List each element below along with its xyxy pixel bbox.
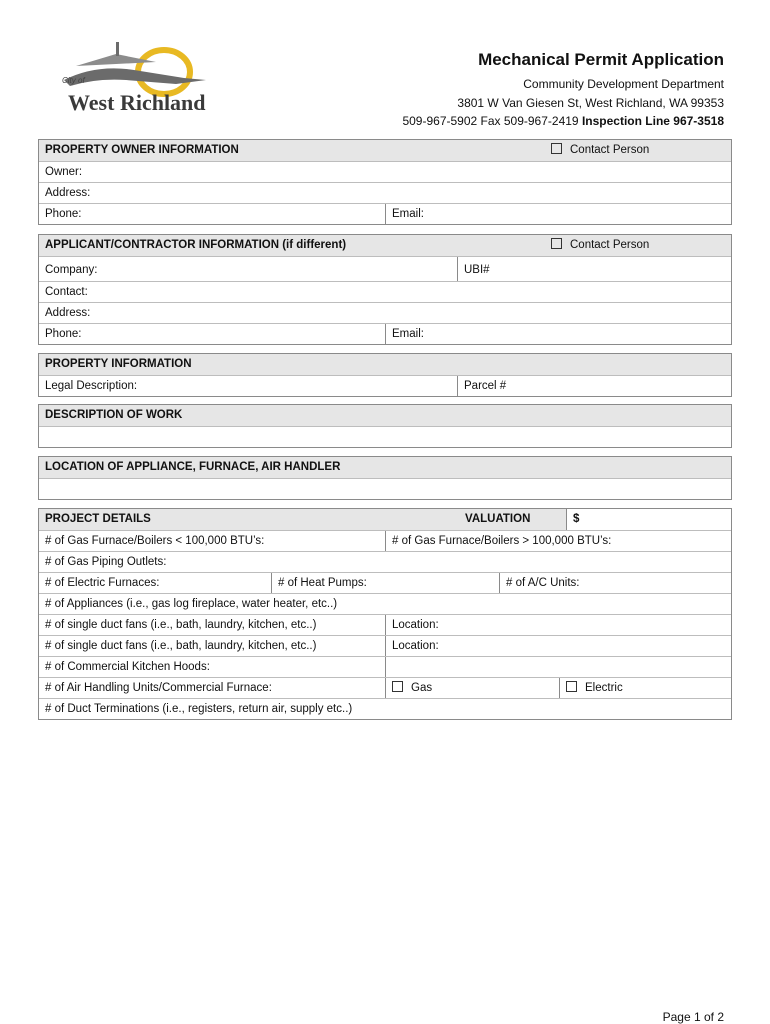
electric-furnaces-field[interactable] [39,573,271,593]
owner-section [38,139,732,225]
work-heading: DESCRIPTION OF WORK [45,409,183,421]
electric-option-label: Electric [585,682,623,694]
gas-furnace-row [39,530,731,551]
applicant-contact-row[interactable] [39,281,731,302]
location-heading-row [39,457,731,478]
owner-label: Owner: [45,166,83,178]
location-heading: LOCATION OF APPLIANCE, FURNACE, AIR HANDLER [45,461,341,473]
location-label-1: Location: [392,619,439,631]
ac-units-field[interactable] [499,573,731,593]
gas-gt-field[interactable] [385,531,731,551]
gas-option-label: Gas [411,682,433,694]
owner-heading: PROPERTY OWNER INFORMATION [45,144,239,156]
owner-phone-row [39,203,731,224]
checkbox-icon[interactable] [551,143,562,154]
appliances-row[interactable] [39,593,731,614]
valuation-label: VALUATION [465,513,531,525]
owner-email-field[interactable] [385,204,731,224]
electric-option[interactable] [559,678,731,698]
applicant-contact-field-label: Contact: [45,286,88,298]
logo-name: West Richland [68,90,206,115]
location-section [38,456,732,500]
applicant-phone-row [39,323,731,344]
project-section [38,508,732,720]
gas-lt-label: # of Gas Furnace/Boilers < 100,000 BTU’s: [45,535,265,547]
valuation-field[interactable] [566,509,731,530]
legal-description-field[interactable] [39,376,457,396]
checkbox-icon[interactable] [551,238,562,249]
page-title: Mechanical Permit Application [478,50,724,69]
location-input[interactable] [39,478,731,499]
air-handling-label: # of Air Handling Units/Commercial Furnace: [45,682,272,694]
heat-pumps-field[interactable] [271,573,499,593]
parcel-label: Parcel # [464,380,507,392]
air-handling-field[interactable] [39,678,385,698]
ubi-label: UBI# [464,264,490,276]
project-heading: PROJECT DETAILS [45,513,151,525]
piping-label: # of Gas Piping Outlets: [45,556,167,568]
heat-pumps-label: # of Heat Pumps: [278,577,367,589]
location-field-2[interactable] [385,636,731,656]
project-heading-row [39,509,731,530]
owner-contact-option[interactable] [551,140,649,160]
hoods-label: # of Commercial Kitchen Hoods: [45,661,210,673]
gas-gt-label: # of Gas Furnace/Boilers > 100,000 BTU’s: [392,535,612,547]
duct-fans-row-1 [39,614,731,635]
legal-description-label: Legal Description: [45,380,138,392]
duct-fans-field-1[interactable] [39,615,385,635]
owner-address-label: Address: [45,187,91,199]
inspection-line: Inspection Line 967-3518 [581,114,724,128]
hoods-row [39,656,731,677]
company-row [39,256,731,281]
address: 3801 W Van Giesen St, West Richland, WA 99353 [457,96,724,110]
applicant-email-field[interactable] [385,324,731,344]
work-heading-row [39,405,731,426]
location-field-1[interactable] [385,615,731,635]
checkbox-icon[interactable] [566,681,577,692]
duct-fans-row-2 [39,635,731,656]
property-heading: PROPERTY INFORMATION [45,358,192,370]
owner-email-label: Email: [392,208,424,220]
appliances-label: # of Appliances (i.e., gas log fireplace, water heater, etc..) [45,598,338,610]
applicant-heading-row [39,235,731,256]
page-number: Page 1 of 2 [662,1010,724,1024]
department: Community Development Department [523,77,724,91]
property-heading-row [39,354,731,375]
duct-fans-field-2[interactable] [39,636,385,656]
phone-fax: 509-967-5902 Fax 509-967-2419 [402,114,579,128]
work-section [38,404,732,448]
applicant-address-row[interactable] [39,302,731,323]
logo-city-of: City of [62,76,85,85]
applicant-contact-label: Contact Person [570,239,650,251]
gas-option[interactable] [385,678,559,698]
air-handling-row [39,677,731,698]
owner-heading-row [39,140,731,161]
applicant-email-label: Email: [392,328,424,340]
dollar-sign: $ [573,513,580,525]
company-label: Company: [45,264,98,276]
property-section [38,353,732,397]
property-row [39,375,731,396]
duct-fans-label-1: # of single duct fans (i.e., bath, laundry, kitchen, etc..) [45,619,317,631]
owner-phone-label: Phone: [45,208,82,220]
duct-fans-label-2: # of single duct fans (i.e., bath, laundry, kitchen, etc..) [45,640,317,652]
applicant-heading: APPLICANT/CONTRACTOR INFORMATION (if different) [45,239,347,251]
owner-phone-field[interactable] [39,204,385,224]
parcel-field[interactable] [457,376,731,396]
applicant-phone-label: Phone: [45,328,82,340]
gas-lt-field[interactable] [39,531,385,551]
location-label-2: Location: [392,640,439,652]
applicant-section [38,234,732,345]
hoods-field[interactable] [39,657,385,677]
ac-units-label: # of A/C Units: [506,577,580,589]
applicant-phone-field[interactable] [39,324,385,344]
owner-address-row[interactable] [39,182,731,203]
work-input[interactable] [39,426,731,447]
company-field[interactable] [39,257,457,281]
owner-contact-label: Contact Person [570,144,650,156]
owner-row[interactable] [39,161,731,182]
furnaces-row [39,572,731,593]
piping-row[interactable] [39,551,731,572]
contact-line [402,114,724,128]
duct-terminations-label: # of Duct Terminations (i.e., registers, return air, supply etc..) [45,703,353,715]
electric-furnaces-label: # of Electric Furnaces: [45,577,160,589]
applicant-contact-option[interactable] [551,235,649,255]
city-logo [56,40,216,124]
applicant-address-label: Address: [45,307,91,319]
hoods-blank [385,657,731,677]
duct-terminations-row[interactable] [39,698,731,719]
checkbox-icon[interactable] [392,681,403,692]
ubi-field[interactable] [457,257,731,281]
